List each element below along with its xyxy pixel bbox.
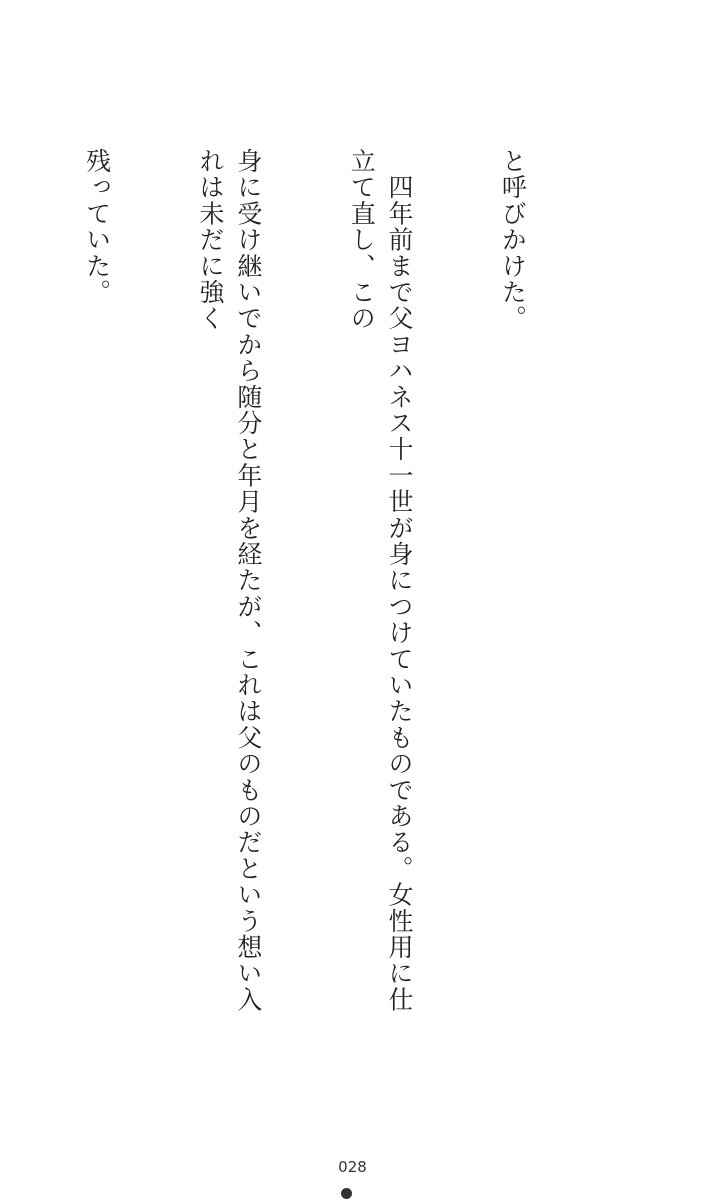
text-line: 四年前まで父ヨハネス十一世が身につけていたものである。女性用に仕立て直し、この xyxy=(347,148,415,1013)
text-line: と呼びかけた。 xyxy=(498,148,528,332)
text-line xyxy=(0,148,2,1018)
page-marker-dot xyxy=(341,1188,352,1199)
text-line: 身に受け継いでから随分と年月を経たが、これは父のものだという想い入れは未だに強く xyxy=(196,148,263,1013)
text-line: 残っていた。 xyxy=(82,148,112,306)
vertical-text-block xyxy=(0,148,607,1018)
page-number: 028 xyxy=(338,1158,367,1176)
